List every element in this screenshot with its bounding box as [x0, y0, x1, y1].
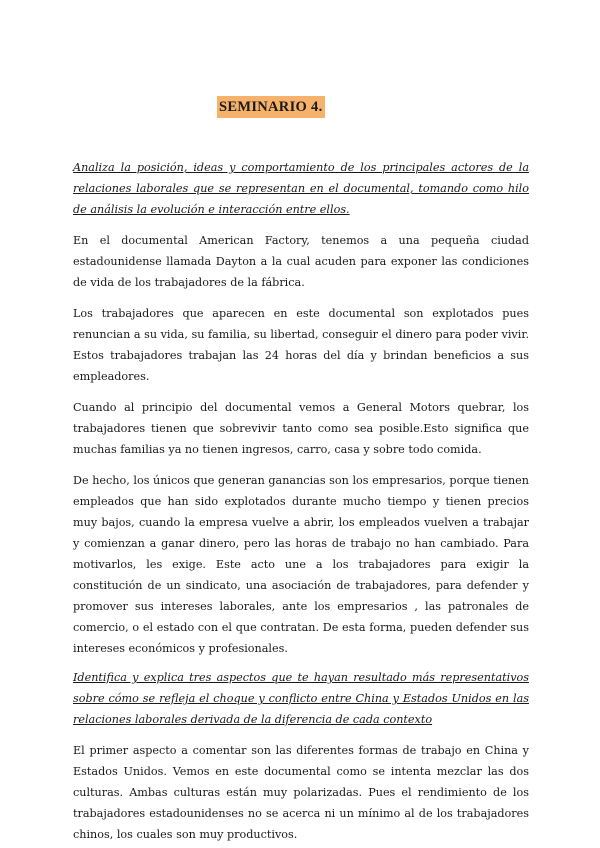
question-2: Identifica y explica tres aspectos que te hayan resultado más representativos sobre cómo se refleja el choque y conflicto entre China y Estados Unidos en las relaciones laborales derivada de la diferencia de cada contexto [73, 671, 529, 726]
document-body [73, 157, 529, 845]
paragraph-3: Cuando al principio del documental vemos a General Motors quebrar, los trabajadores tienen que sobrevivir tanto como sea posible.Esto significa que muchas familias ya no tienen ingresos, carro, casa y sobre todo comida. [73, 401, 529, 456]
paragraph-5: El primer aspecto a comentar son las diferentes formas de trabajo en China y Estados Unidos. Vemos en este documental como se intenta mezclar las dos culturas. Ambas culturas están muy polarizadas. Pues el rendimiento de los trabajadores estadounidenses no se acerca ni un mínimo al de los trabajadores chinos, los cuales son muy productivos. [73, 744, 529, 841]
document-title: SEMINARIO 4. [217, 96, 325, 118]
paragraph-2: Los trabajadores que aparecen en este documental son explotados pues renuncian a su vida, su familia, su libertad, conseguir el dinero para poder vivir. Estos trabajadores trabajan las 24 horas del día y brindan beneficios a sus empleadores. [73, 307, 529, 383]
paragraph-1: En el documental American Factory, tenemos a una pequeña ciudad estadounidense llamada Dayton a la cual acuden para exponer las condiciones de vida de los trabajadores de la fábrica. [73, 234, 529, 289]
title-wrap [217, 96, 325, 118]
paragraph-4: De hecho, los únicos que generan ganancias son los empresarios, porque tienen empleados que han sido explotados durante mucho tiempo y tienen precios muy bajos, cuando la empresa vuelve a abrir, los empleados vuelven a trabajar y comienzan a ganar dinero, pero las horas de trabajo no han cambiado. Para motivarlos, les exige. Este acto une a los trabajadores para exigir la constitución de un sindicato, una asociación de trabajadores, para defender y promover sus intereses laborales, ante los empresarios , las patronales de comercio, o el estado con el que contratan. De esta forma, pueden defender sus intereses económicos y profesionales. [73, 474, 529, 655]
question-1: Analiza la posición, ideas y comportamiento de los principales actores de la relaciones laborales que se representan en el documental, tomando como hilo de análisis la evolución e interacción entre ellos. [73, 161, 529, 216]
